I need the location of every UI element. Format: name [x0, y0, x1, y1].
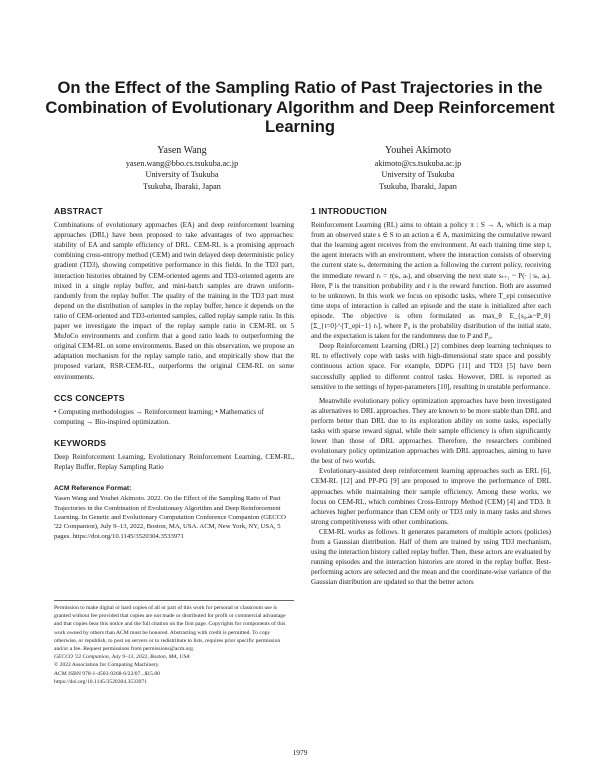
- author-location: Tsukuba, Ibaraki, Japan: [143, 181, 221, 191]
- left-column: [54, 206, 294, 541]
- author-block-2: [293, 145, 543, 192]
- author-location: Tsukuba, Ibaraki, Japan: [379, 181, 457, 191]
- intro-paragraph-5: CEM-RL works as follows. It generates parameters of multiple actors (policies) from a Gaussian distribution. Half of them are trained by using TD3 mechanism, using the interaction history called replay buffer. Then, these actors are evaluated by running episodes and the interaction histories are stored in the replay buffer. Best-performing actors are selected and the mean and the coordinate-wise variance of the Gaussian distribution are updated so that the better actors: [311, 527, 551, 587]
- author-affiliation: University of Tsukuba: [381, 170, 455, 180]
- abstract-heading: ABSTRACT: [54, 206, 103, 216]
- keywords-heading: KEYWORDS: [54, 437, 107, 448]
- isbn-line: ACM ISBN 978-1-4503-9268-6/22/07...$15.00: [54, 670, 160, 677]
- acm-reference: [54, 484, 294, 541]
- ccs-section: [54, 393, 294, 427]
- doi-link[interactable]: https://doi.org/10.1145/3520304.3533971: [54, 678, 148, 685]
- keywords-section: [54, 438, 294, 472]
- copyright-line: © 2022 Association for Computing Machinery.: [54, 662, 160, 669]
- page-number: 1979: [292, 748, 308, 757]
- acm-reference-text: Yasen Wang and Youhei Akimoto. 2022. On the Effect of the Sampling Ratio of Past Trajectories in the Combination of Evolutionary Algorithm and Deep Reinforcement Learning. In Genetic and Evolutionary Computation Conference Companion (GECCO '22 Companion), July 9–13, 2022, Boston, MA, USA. ACM, New York, NY, USA, 5 pages. https://doi.org/10.1145/3520304.3533971: [54, 495, 286, 540]
- ccs-text: • Computing methodologies → Reinforcement learning; • Mathematics of computing → Bio-inspired optimization.: [54, 407, 264, 426]
- conference-line: GECCO '22 Companion, July 9–13, 2022, Boston, MA, USA: [54, 654, 190, 661]
- author-name: Yasen Wang: [157, 145, 207, 156]
- author-affiliation: University of Tsukuba: [145, 170, 219, 180]
- intro-heading: 1 INTRODUCTION: [311, 206, 387, 216]
- intro-paragraph-2: Deep Reinforcement Learning (DRL) [2] combines deep learning techniques to RL to effectively cope with tasks with high-dimensional state space and possibly continuous action space. For example, DDPG [11] and TD3 [5] have been successfully applied to different control tasks. However, DRL is reported as sensitive to the settings of hyper-parameters [10], resulting in unstable performance.: [311, 342, 551, 391]
- intro-paragraph-4: Evolutionary-assisted deep reinforcement learning approaches such as ERL [6], CEM-RL [12] and PP-PG [9] are proposed to improve the performance of DRL approaches while maintaining their sample efficiency. Among these works, we focus on CEM-RL, which combines Cross-Entropy Method (CEM) [4] and TD3. It achieves higher performance than CEM only or TD3 only in many tasks and shows strong competitiveness with other combinations.: [311, 467, 551, 526]
- paper-title: On the Effect of the Sampling Ratio of Past Trajectories in the Combination of Evolutionary Algorithm and Deep Reinforcement Learning: [45, 78, 555, 136]
- acm-reference-heading: ACM Reference Format:: [54, 485, 132, 493]
- permission-text: Permission to make digital or hard copies of all or part of this work for personal or classroom use is granted without fee provided that copies are not made or distributed for profit or commercial advantage and that copies bear this notice and the full citation on the first page. Copyrights for components of this work owned by others than ACM must be honored. Abstracting with credit is permitted. To copy otherwise, or republish, to post on servers or to redistribute to lists, requires prior specific permission and/or a fee. Request permissions from permissions@acm.org.: [54, 605, 286, 653]
- ccs-heading: CCS CONCEPTS: [54, 392, 125, 403]
- author-email[interactable]: akimoto@cs.tsukuba.ac.jp: [374, 159, 462, 168]
- author-block-1: [57, 145, 307, 192]
- author-email[interactable]: yasen.wang@bbo.cs.tsukuba.ac.jp: [125, 159, 239, 168]
- intro-paragraph-3: Meanwhile evolutionary policy optimization approaches have been investigated as alternatives to DRL approaches. They are known to be more stable than DRL and perform better than DRL due to its exploration ability on some tasks, especially tasks with sparse reward signal, while their sample efficiency is often significantly lower than those of DRL approaches. Therefore, the researchers combined evolutionary policy optimization approaches with DRL approaches, aiming to have the best of two worlds.: [311, 396, 551, 466]
- permission-footnote: [54, 600, 294, 686]
- keywords-text: Deep Reinforcement Learning, Evolutionary Reinforcement Learning, CEM-RL, Replay Buffer, Replay Sampling Ratio: [54, 452, 294, 472]
- author-name: Youhei Akimoto: [385, 145, 451, 156]
- right-column: [311, 206, 551, 587]
- abstract-text: Combinations of evolutionary approaches (EA) and deep reinforcement learning approaches (DRL) have been proposed to take advantages of two approaches: stability of EA and sample efficiency of DRL. CEM-RL is a promising approach combining cross-entropy method (CEM) and twin delayed deep deterministic policy gradient (TD3), showing competitive performance in this fields. In the TD3 part, interaction histories obtained by CEM-oriented agents and TD3-oriented agents are mixed in a single replay buffer, and mini-batch samples are drawn uniform-randomly from the replay buffer. The quality of the training in the TD3 part must depend on the distribution of samples in the replay buffer, hence it depends on the ratio of CEM-oriented and TD3-oriented samples, called replay sample ratio. In this paper we investigate the impact of the replay sample ratio in CEM-RL on 5 MuJoCo environments and confirm that a good ratio leads to outperforming the original CEM-RL on some environments. Based on this observation, we propose an adaptation mechanism for the replay sample ratio, and empirically show that the proposed variant, RSR-CEM-RL, outperforms the original CEM-RL on some environments.: [54, 221, 294, 381]
- intro-paragraph-1: Reinforcement Learning (RL) aims to obtain a policy π : S → A, which is a map from an observed state s ∈ S to an action a ∈ A, maximizing the cumulative reward that the learning agent receives from the environment. At each training time step t, the agent interacts with an environment, where the interaction consists of observing the current state sₜ, determining the action aₜ following the current policy, receiving the immediate reward rₜ = r(sₜ, aₜ), and observing the next state sₜ₊₁ ~ P(· | sₜ, aₜ). Here, P is the transition probability and r is the reward function. Both are assumed to be unknown. In this work we focus on episodic tasks, where T_epi consecutive time steps of interaction is called an episode and the state is initialized after each episode. The objective is often formulated as max_θ E_{s₀,aₜ~P_θ}[Σ_{t=0}^{T_epi−1} rₜ], where P₀ is the probability distribution of the initial state, and the expectation is taken for the randomness due to P and P₀.: [311, 221, 551, 341]
